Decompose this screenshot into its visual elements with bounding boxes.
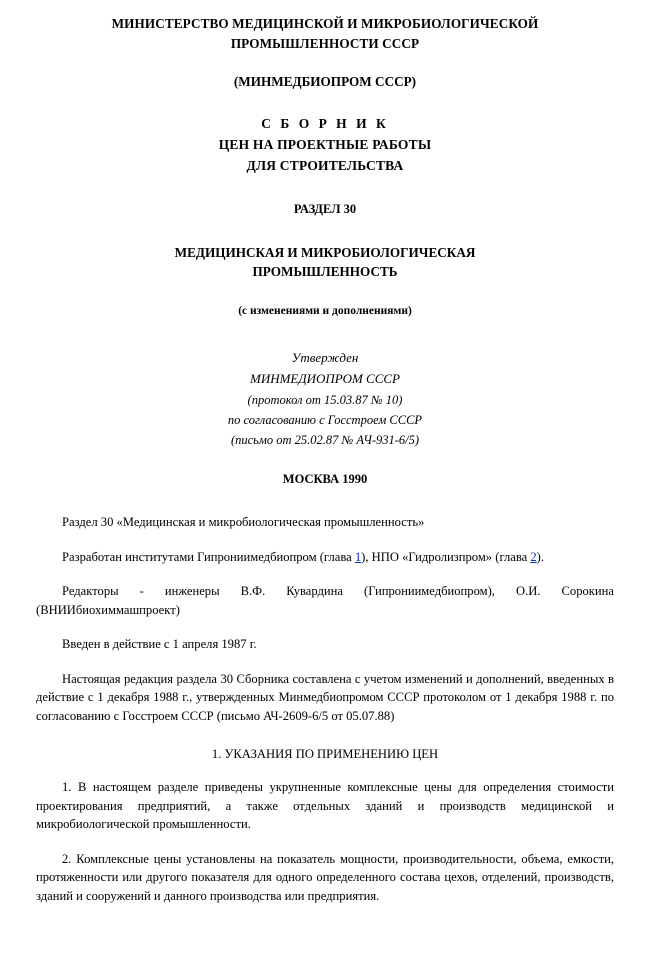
amendments-note: (с изменениями и дополнениями) <box>238 305 412 318</box>
ministry-abbreviation: (МИНМЕДБИОПРОМ СССР) <box>233 73 417 89</box>
ministry-line-1: МИНИСТЕРСТВО МЕДИЦИНСКОЙ И МИКРОБИОЛОГИЧЕСКОЙ <box>111 16 539 31</box>
chapter-1-link[interactable]: 1 <box>354 549 362 564</box>
approval-line-3: (протокол от 15.03.87 № 10) <box>247 392 403 407</box>
developers-text-part-1: Разработан институтами Гипрониимедбиопром (глава <box>62 549 355 564</box>
approval-line-4: по согласованию с Госстроем СССР <box>227 412 423 427</box>
approval-line-5: (письмо от 25.02.87 № АЧ-931-6/5) <box>230 433 420 448</box>
section-1-heading: 1. УКАЗАНИЯ ПО ПРИМЕНЕНИЮ ЦЕН <box>211 747 439 762</box>
ministry-name <box>54 14 596 54</box>
paragraph-developers <box>36 548 614 567</box>
branch-line-2: ПРОМЫШЛЕННОСТЬ <box>252 264 398 280</box>
collection-subtitle-1: ЦЕН НА ПРОЕКТНЫЕ РАБОТЫ <box>218 136 432 152</box>
developers-text-part-3: ). <box>536 549 544 564</box>
branch-line-1: МЕДИЦИНСКАЯ И МИКРОБИОЛОГИЧЕСКАЯ <box>174 244 476 260</box>
city-year: МОСКВА 1990 <box>282 472 368 487</box>
collection-title: С Б О Р Н И К <box>261 115 389 131</box>
paragraph-editors: Редакторы - инженеры В.Ф. Кувардина (Гипрониимедбиопром), О.И. Сорокина (ВНИИбиохиммашпроект) <box>36 584 614 617</box>
branch-title <box>36 243 614 283</box>
collection-subtitle-2: ДЛЯ СТРОИТЕЛЬСТВА <box>246 157 404 173</box>
ministry-line-2: ПРОМЫШЛЕННОСТИ СССР <box>230 35 420 51</box>
paragraph-revision-note: Настоящая редакция раздела 30 Сборника составлена с учетом изменений и дополнений, введенных в действие с 1 декабря 1988 г., утвержденных Минмедбиопромом СССР протоколом от 1 декабря 1988 г. по согласованию с Госстроем СССР (письмо АЧ-2609-6/5 от 05.07.88) <box>36 671 614 723</box>
paragraph-section-name: Раздел 30 «Медицинская и микробиологическая промышленность» <box>62 515 425 530</box>
approval-block <box>36 347 614 450</box>
paragraph-effective-date: Введен в действие с 1 апреля 1987 г. <box>62 637 257 652</box>
developers-text-part-2: ), НПО «Гидролизпром» (глава <box>361 549 531 564</box>
section-1-item-1: 1. В настоящем разделе приведены укрупненные комплексные цены для определения стоимости проектирования предприятий, а также отдельных зданий и производств медицинской и микробиологической промышленности. <box>36 780 614 832</box>
title-block <box>36 14 614 487</box>
section-1-item-2: 2. Комплексные цены установлены на показатель мощности, производительности, объема, емкости, протяженности или другого показателя для одного определенного состава цехов, отделений, производств, зданий и сооружений и данного производства или предприятия. <box>36 851 614 903</box>
section-number: РАЗДЕЛ 30 <box>293 201 357 216</box>
chapter-2-link[interactable]: 2 <box>530 549 537 564</box>
approval-line-2: МИНМЕДИОПРОМ СССР <box>249 371 400 387</box>
approval-line-1: Утвержден <box>291 350 359 366</box>
